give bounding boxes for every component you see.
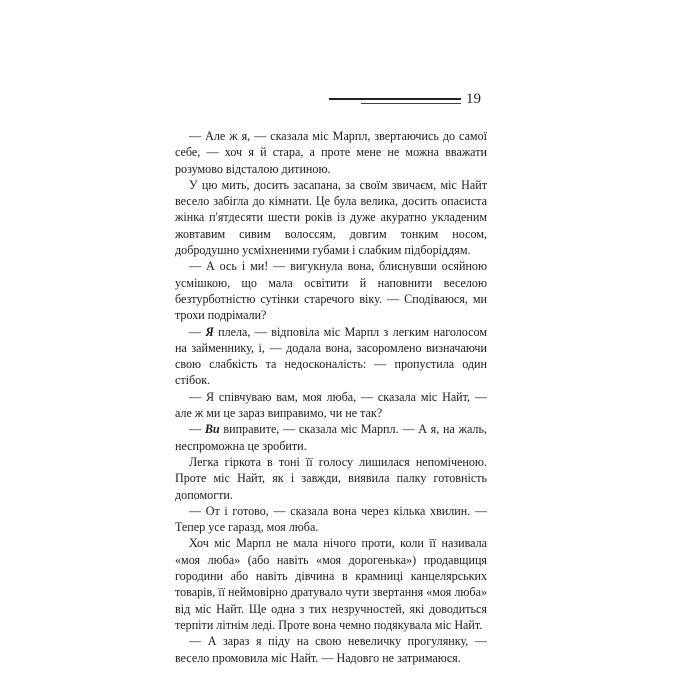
paragraph: Хоч міс Марпл не мала нічого проти, коли її називала «моя люба» (або навіть «моя дорогенька») продавщиця городини або навіть дівчина в крамниці канцелярських товарів, її неймовірно дратувало чути звертання «моя люба» від міс Найт. Ще одна з тих незручностей, які доводиться терпіти літнім леді. Проте вона чемно подякувала міс Найт. — [175, 536, 487, 632]
paragraph-rest: плела, — відповіла міс Марпл з легким наголосом на займеннику, і, — додала вона, засоромлено визначаючи свою слабкість та недосконалість: — пропустила один стібок. — [175, 324, 487, 388]
paragraph: У цю мить, досить засапана, за своїм звичаєм, міс Найт весело забігла до кімнати. Це була велика, досить опасиста жінка п'ятдесяти шести років із дуже акуратно укладеним жовтавим сивим волоссям, довгим тонким носом, добродушно усміхненими губами і слабким підборіддям. — [175, 177, 487, 258]
paragraph: — Я співчуваю вам, моя люба, — сказала міс Найт, — але ж ми це зараз виправимо, чи не так? — [175, 389, 487, 421]
emphasized-word: Ви — [204, 422, 220, 437]
page-number: 19 — [466, 91, 481, 107]
header-rule-thin — [361, 103, 461, 104]
paragraph — [175, 324, 487, 389]
emphasized-word: Я — [205, 324, 214, 339]
dialogue-dash: — — [189, 422, 205, 437]
running-head — [325, 88, 485, 112]
paragraph: — От і готово, — сказала вона через кілька хвилин. — Тепер усе гаразд, моя люба. — [175, 503, 487, 535]
body-text — [175, 128, 487, 666]
paragraph: — Але ж я, — сказала міс Марпл, звертаючись до самої себе, — хоч я й стара, а проте мене не можна вважати розумово відсталою дитиною. — [175, 129, 487, 176]
paragraph: Легка гіркота в тоні її голосу лишилася непоміченою. Проте міс Найт, як і завжди, виявила палку готовність допомогти. — [175, 454, 487, 502]
header-rule-thick — [329, 98, 461, 100]
paragraph — [175, 421, 487, 454]
dialogue-dash: — — [189, 324, 206, 339]
paragraph: — А ось і ми! — вигукнула вона, блиснувши осяйною усмішкою, що мала освітити й наповнити веселою безтурботністю сутінки старечого віку. — Сподіваюся, ми трохи подрімали? — [175, 259, 487, 323]
paragraph: — А зараз я піду на свою невеличку прогулянку, — весело промовила міс Найт. — Надовго не затримаюся. — [175, 634, 487, 665]
paragraph-rest: виправите, — сказала міс Марпл. — А я, на жаль, неспроможна це зробити. — [175, 422, 488, 453]
